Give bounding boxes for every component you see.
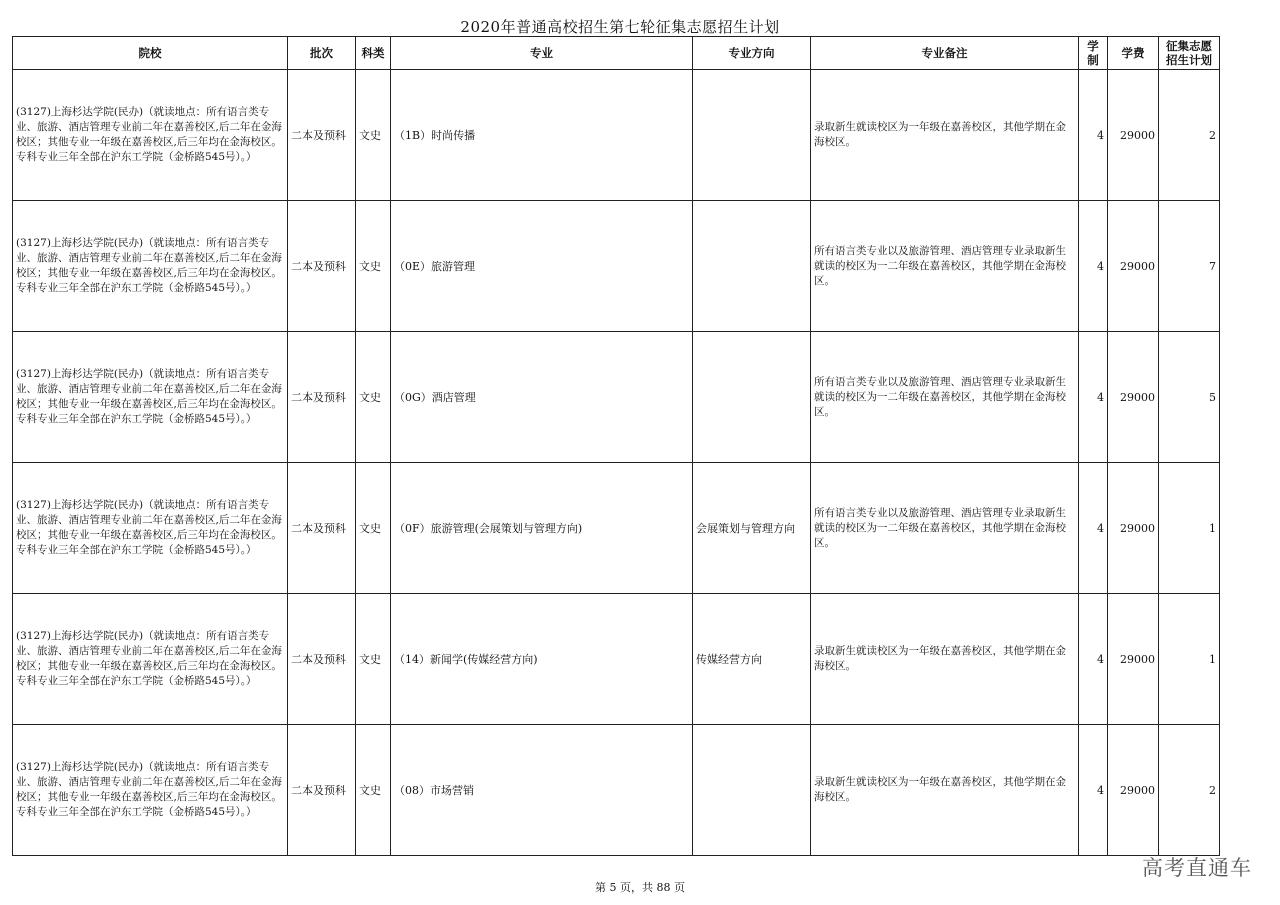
school-cell: (3127)上海杉达学院(民办)（就读地点：所有语言类专业、旅游、酒店管理专业前二年在嘉善校区,后二年在金海校区；其他专业一年级在嘉善校区,后三年均在金海校区。专科专业三年全部在沪东工学院（金桥路545号）。）: [13, 332, 288, 463]
header-plan: [1159, 37, 1220, 70]
plan-cell: 2: [1159, 70, 1220, 201]
plan-cell: 5: [1159, 332, 1220, 463]
major-cell: （14）新闻学(传媒经营方向): [391, 594, 693, 725]
years-cell: 4: [1079, 332, 1108, 463]
table-row: [13, 332, 1220, 463]
fee-cell: 29000: [1108, 332, 1159, 463]
header-years: 学制: [1079, 37, 1108, 70]
batch-cell: 二本及预科: [288, 463, 356, 594]
subject-cell: 文史: [356, 332, 391, 463]
header-batch: 批次: [288, 37, 356, 70]
direction-cell: [693, 70, 811, 201]
years-cell: 4: [1079, 594, 1108, 725]
fee-cell: 29000: [1108, 70, 1159, 201]
subject-cell: 文史: [356, 594, 391, 725]
header-subject: 科类: [356, 37, 391, 70]
batch-cell: 二本及预科: [288, 332, 356, 463]
header-fee: 学费: [1108, 37, 1159, 70]
subject-cell: 文史: [356, 463, 391, 594]
note-cell: 所有语言类专业以及旅游管理、酒店管理专业录取新生就读的校区为一二年级在嘉善校区，其他学期在金海校区。: [811, 201, 1079, 332]
table-row: [13, 463, 1220, 594]
plan-cell: 7: [1159, 201, 1220, 332]
table-row: [13, 594, 1220, 725]
direction-cell: [693, 332, 811, 463]
header-note: 专业备注: [811, 37, 1079, 70]
header-school: 院校: [13, 37, 288, 70]
school-cell: (3127)上海杉达学院(民办)（就读地点：所有语言类专业、旅游、酒店管理专业前二年在嘉善校区,后二年在金海校区；其他专业一年级在嘉善校区,后三年均在金海校区。专科专业三年全部在沪东工学院（金桥路545号）。）: [13, 725, 288, 856]
note-cell: 所有语言类专业以及旅游管理、酒店管理专业录取新生就读的校区为一二年级在嘉善校区，其他学期在金海校区。: [811, 463, 1079, 594]
school-cell: (3127)上海杉达学院(民办)（就读地点：所有语言类专业、旅游、酒店管理专业前二年在嘉善校区,后二年在金海校区；其他专业一年级在嘉善校区,后三年均在金海校区。专科专业三年全部在沪东工学院（金桥路545号）。）: [13, 463, 288, 594]
table-row: [13, 201, 1220, 332]
subject-cell: 文史: [356, 725, 391, 856]
plan-cell: 1: [1159, 463, 1220, 594]
direction-cell: [693, 725, 811, 856]
fee-cell: 29000: [1108, 594, 1159, 725]
header-major: 专业: [391, 37, 693, 70]
batch-cell: 二本及预科: [288, 725, 356, 856]
years-cell: 4: [1079, 70, 1108, 201]
batch-cell: 二本及预科: [288, 201, 356, 332]
plan-cell: 1: [1159, 594, 1220, 725]
subject-cell: 文史: [356, 70, 391, 201]
plan-cell: 2: [1159, 725, 1220, 856]
direction-cell: [693, 201, 811, 332]
note-cell: 录取新生就读校区为一年级在嘉善校区，其他学期在金海校区。: [811, 594, 1079, 725]
fee-cell: 29000: [1108, 725, 1159, 856]
years-cell: 4: [1079, 463, 1108, 594]
document-title: 2020年普通高校招生第七轮征集志愿招生计划: [460, 18, 780, 36]
years-cell: 4: [1079, 201, 1108, 332]
major-cell: （1B）时尚传播: [391, 70, 693, 201]
note-cell: 录取新生就读校区为一年级在嘉善校区，其他学期在金海校区。: [811, 70, 1079, 201]
major-cell: （0G）酒店管理: [391, 332, 693, 463]
header-plan-line1: 征集志愿: [1166, 39, 1212, 53]
major-cell: （0E）旅游管理: [391, 201, 693, 332]
school-cell: (3127)上海杉达学院(民办)（就读地点：所有语言类专业、旅游、酒店管理专业前二年在嘉善校区,后二年在金海校区；其他专业一年级在嘉善校区,后三年均在金海校区。专科专业三年全部在沪东工学院（金桥路545号）。）: [13, 201, 288, 332]
enrollment-plan-table: [12, 36, 1220, 856]
header-row: [13, 37, 1220, 70]
fee-cell: 29000: [1108, 201, 1159, 332]
school-cell: (3127)上海杉达学院(民办)（就读地点：所有语言类专业、旅游、酒店管理专业前二年在嘉善校区,后二年在金海校区；其他专业一年级在嘉善校区,后三年均在金海校区。专科专业三年全部在沪东工学院（金桥路545号）。）: [13, 594, 288, 725]
direction-cell: 传媒经营方向: [693, 594, 811, 725]
subject-cell: 文史: [356, 201, 391, 332]
major-cell: （0F）旅游管理(会展策划与管理方向): [391, 463, 693, 594]
table-row: [13, 725, 1220, 856]
fee-cell: 29000: [1108, 463, 1159, 594]
page-number-footer: 第 5 页，共 88 页: [595, 881, 685, 894]
major-cell: （08）市场营销: [391, 725, 693, 856]
batch-cell: 二本及预科: [288, 594, 356, 725]
note-cell: 所有语言类专业以及旅游管理、酒店管理专业录取新生就读的校区为一二年级在嘉善校区，其他学期在金海校区。: [811, 332, 1079, 463]
header-direction: 专业方向: [693, 37, 811, 70]
school-cell: (3127)上海杉达学院(民办)（就读地点：所有语言类专业、旅游、酒店管理专业前二年在嘉善校区,后二年在金海校区；其他专业一年级在嘉善校区,后三年均在金海校区。专科专业三年全部在沪东工学院（金桥路545号）。）: [13, 70, 288, 201]
watermark-text: 高考直通车: [1142, 856, 1252, 880]
table-row: [13, 70, 1220, 201]
direction-cell: 会展策划与管理方向: [693, 463, 811, 594]
note-cell: 录取新生就读校区为一年级在嘉善校区，其他学期在金海校区。: [811, 725, 1079, 856]
header-plan-line2: 招生计划: [1166, 53, 1212, 67]
batch-cell: 二本及预科: [288, 70, 356, 201]
years-cell: 4: [1079, 725, 1108, 856]
